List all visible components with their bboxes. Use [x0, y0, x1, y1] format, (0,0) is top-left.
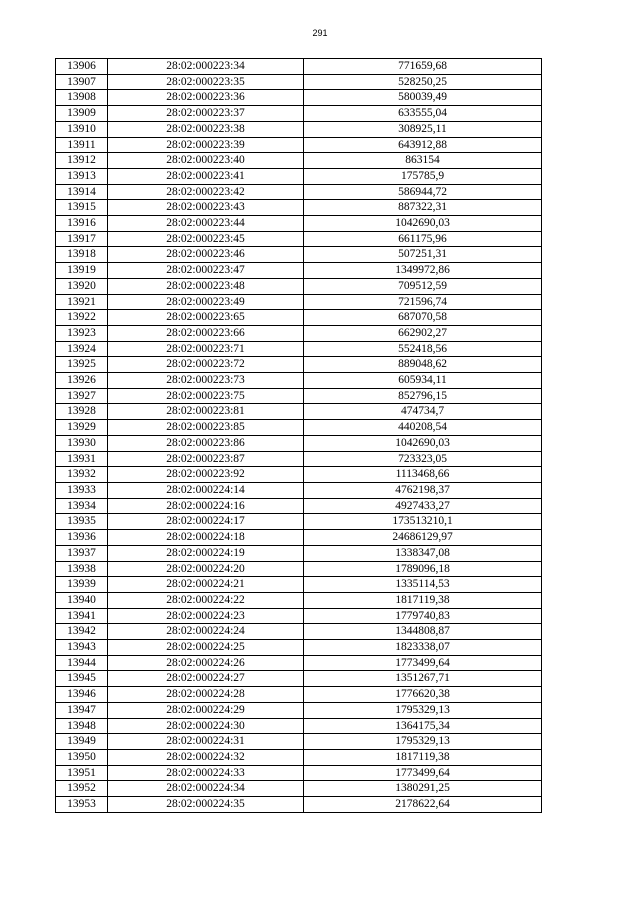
cadastral-number-cell: 28:02:000223:48	[108, 278, 304, 294]
row-number-cell: 13926	[56, 373, 108, 389]
table-row	[56, 734, 542, 750]
row-number-cell: 13907	[56, 74, 108, 90]
value-cell: 552418,56	[304, 341, 542, 357]
value-cell: 1338347,08	[304, 545, 542, 561]
value-cell: 528250,25	[304, 74, 542, 90]
table-row	[56, 341, 542, 357]
cadastral-number-cell: 28:02:000223:92	[108, 467, 304, 483]
row-number-cell: 13911	[56, 137, 108, 153]
row-number-cell: 13953	[56, 797, 108, 813]
table-row	[56, 216, 542, 232]
value-cell: 175785,9	[304, 168, 542, 184]
row-number-cell: 13942	[56, 624, 108, 640]
value-cell: 308925,11	[304, 121, 542, 137]
row-number-cell: 13927	[56, 388, 108, 404]
cadastral-number-cell: 28:02:000223:38	[108, 121, 304, 137]
value-cell: 709512,59	[304, 278, 542, 294]
row-number-cell: 13917	[56, 231, 108, 247]
cadastral-number-cell: 28:02:000223:81	[108, 404, 304, 420]
row-number-cell: 13906	[56, 59, 108, 75]
row-number-cell: 13923	[56, 325, 108, 341]
table-row	[56, 106, 542, 122]
row-number-cell: 13921	[56, 294, 108, 310]
table-row	[56, 765, 542, 781]
row-number-cell: 13935	[56, 514, 108, 530]
value-cell: 24686129,97	[304, 530, 542, 546]
value-cell: 643912,88	[304, 137, 542, 153]
row-number-cell: 13924	[56, 341, 108, 357]
value-cell: 852796,15	[304, 388, 542, 404]
cadastral-number-cell: 28:02:000224:18	[108, 530, 304, 546]
value-cell: 633555,04	[304, 106, 542, 122]
row-number-cell: 13909	[56, 106, 108, 122]
row-number-cell: 13929	[56, 420, 108, 436]
table-row	[56, 608, 542, 624]
table-row	[56, 640, 542, 656]
cadastral-number-cell: 28:02:000224:27	[108, 671, 304, 687]
row-number-cell: 13941	[56, 608, 108, 624]
value-cell: 723323,05	[304, 451, 542, 467]
value-cell: 863154	[304, 153, 542, 169]
row-number-cell: 13908	[56, 90, 108, 106]
row-number-cell: 13910	[56, 121, 108, 137]
row-number-cell: 13933	[56, 482, 108, 498]
value-cell: 1380291,25	[304, 781, 542, 797]
table-row	[56, 247, 542, 263]
table-row	[56, 231, 542, 247]
cadastral-number-cell: 28:02:000224:30	[108, 718, 304, 734]
table-row	[56, 451, 542, 467]
cadastral-number-cell: 28:02:000223:73	[108, 373, 304, 389]
row-number-cell: 13919	[56, 263, 108, 279]
table-row	[56, 325, 542, 341]
table-row	[56, 592, 542, 608]
table-row	[56, 530, 542, 546]
cadastral-number-cell: 28:02:000224:28	[108, 687, 304, 703]
table-row	[56, 687, 542, 703]
table-row	[56, 310, 542, 326]
table-row	[56, 388, 542, 404]
value-cell: 2178622,64	[304, 797, 542, 813]
value-cell: 1113468,66	[304, 467, 542, 483]
row-number-cell: 13936	[56, 530, 108, 546]
value-cell: 887322,31	[304, 200, 542, 216]
value-cell: 662902,27	[304, 325, 542, 341]
value-cell: 1823338,07	[304, 640, 542, 656]
row-number-cell: 13916	[56, 216, 108, 232]
value-cell: 1779740,83	[304, 608, 542, 624]
row-number-cell: 13947	[56, 702, 108, 718]
cadastral-number-cell: 28:02:000224:14	[108, 482, 304, 498]
cadastral-number-cell: 28:02:000224:32	[108, 749, 304, 765]
page-number: 291	[312, 28, 328, 38]
row-number-cell: 13943	[56, 640, 108, 656]
table-row	[56, 749, 542, 765]
cadastral-number-cell: 28:02:000224:20	[108, 561, 304, 577]
value-cell: 1335114,53	[304, 577, 542, 593]
table-row	[56, 655, 542, 671]
table-row	[56, 435, 542, 451]
value-cell: 1349972,86	[304, 263, 542, 279]
cadastral-number-cell: 28:02:000223:46	[108, 247, 304, 263]
row-number-cell: 13920	[56, 278, 108, 294]
cadastral-number-cell: 28:02:000223:66	[108, 325, 304, 341]
row-number-cell: 13915	[56, 200, 108, 216]
value-cell: 1042690,03	[304, 435, 542, 451]
cadastral-number-cell: 28:02:000224:16	[108, 498, 304, 514]
cadastral-number-cell: 28:02:000224:22	[108, 592, 304, 608]
value-cell: 889048,62	[304, 357, 542, 373]
cadastral-number-cell: 28:02:000224:26	[108, 655, 304, 671]
row-number-cell: 13928	[56, 404, 108, 420]
row-number-cell: 13913	[56, 168, 108, 184]
cadastral-number-cell: 28:02:000223:42	[108, 184, 304, 200]
value-cell: 605934,11	[304, 373, 542, 389]
table-row	[56, 797, 542, 813]
table-row	[56, 137, 542, 153]
table-row	[56, 263, 542, 279]
table-row	[56, 561, 542, 577]
cadastral-number-cell: 28:02:000223:47	[108, 263, 304, 279]
value-cell: 1364175,34	[304, 718, 542, 734]
cadastral-number-cell: 28:02:000223:87	[108, 451, 304, 467]
value-cell: 1776620,38	[304, 687, 542, 703]
table-row	[56, 278, 542, 294]
cadastral-number-cell: 28:02:000224:23	[108, 608, 304, 624]
cadastral-number-cell: 28:02:000224:35	[108, 797, 304, 813]
value-cell: 474734,7	[304, 404, 542, 420]
table-row	[56, 482, 542, 498]
row-number-cell: 13950	[56, 749, 108, 765]
table-row	[56, 718, 542, 734]
cadastral-number-cell: 28:02:000223:39	[108, 137, 304, 153]
value-cell: 661175,96	[304, 231, 542, 247]
row-number-cell: 13944	[56, 655, 108, 671]
value-cell: 721596,74	[304, 294, 542, 310]
table-row	[56, 59, 542, 75]
value-cell: 507251,31	[304, 247, 542, 263]
row-number-cell: 13912	[56, 153, 108, 169]
cadastral-number-cell: 28:02:000223:75	[108, 388, 304, 404]
value-cell: 1351267,71	[304, 671, 542, 687]
table-row	[56, 702, 542, 718]
cadastral-number-cell: 28:02:000223:72	[108, 357, 304, 373]
value-cell: 173513210,1	[304, 514, 542, 530]
row-number-cell: 13931	[56, 451, 108, 467]
table-row	[56, 357, 542, 373]
cadastral-number-cell: 28:02:000224:33	[108, 765, 304, 781]
row-number-cell: 13934	[56, 498, 108, 514]
table-row	[56, 624, 542, 640]
value-cell: 1817119,38	[304, 749, 542, 765]
cadastral-number-cell: 28:02:000224:17	[108, 514, 304, 530]
table-row	[56, 121, 542, 137]
value-cell: 1789096,18	[304, 561, 542, 577]
value-cell: 1795329,13	[304, 734, 542, 750]
cadastral-number-cell: 28:02:000223:86	[108, 435, 304, 451]
cadastral-number-cell: 28:02:000224:24	[108, 624, 304, 640]
cadastral-number-cell: 28:02:000223:85	[108, 420, 304, 436]
cadastral-number-cell: 28:02:000223:49	[108, 294, 304, 310]
table-row	[56, 168, 542, 184]
cadastral-number-cell: 28:02:000224:19	[108, 545, 304, 561]
row-number-cell: 13940	[56, 592, 108, 608]
row-number-cell: 13945	[56, 671, 108, 687]
row-number-cell: 13946	[56, 687, 108, 703]
cadastral-number-cell: 28:02:000224:25	[108, 640, 304, 656]
cadastral-number-cell: 28:02:000223:36	[108, 90, 304, 106]
row-number-cell: 13914	[56, 184, 108, 200]
cadastral-number-cell: 28:02:000223:37	[108, 106, 304, 122]
value-cell: 580039,49	[304, 90, 542, 106]
table-body	[56, 59, 542, 813]
cadastral-number-cell: 28:02:000223:45	[108, 231, 304, 247]
cadastral-value-table	[55, 58, 542, 813]
row-number-cell: 13930	[56, 435, 108, 451]
value-cell: 1773499,64	[304, 655, 542, 671]
value-cell: 1773499,64	[304, 765, 542, 781]
row-number-cell: 13918	[56, 247, 108, 263]
table-row	[56, 514, 542, 530]
table-row	[56, 90, 542, 106]
value-cell: 1344808,87	[304, 624, 542, 640]
cadastral-number-cell: 28:02:000224:31	[108, 734, 304, 750]
row-number-cell: 13938	[56, 561, 108, 577]
value-cell: 440208,54	[304, 420, 542, 436]
table-row	[56, 74, 542, 90]
cadastral-number-cell: 28:02:000223:35	[108, 74, 304, 90]
cadastral-number-cell: 28:02:000223:40	[108, 153, 304, 169]
table-row	[56, 467, 542, 483]
value-cell: 1795329,13	[304, 702, 542, 718]
cadastral-number-cell: 28:02:000223:43	[108, 200, 304, 216]
table-row	[56, 498, 542, 514]
table-row	[56, 294, 542, 310]
row-number-cell: 13925	[56, 357, 108, 373]
cadastral-number-cell: 28:02:000223:65	[108, 310, 304, 326]
value-cell: 586944,72	[304, 184, 542, 200]
row-number-cell: 13949	[56, 734, 108, 750]
value-cell: 1042690,03	[304, 216, 542, 232]
row-number-cell: 13951	[56, 765, 108, 781]
cadastral-number-cell: 28:02:000224:29	[108, 702, 304, 718]
table-row	[56, 781, 542, 797]
table-row	[56, 184, 542, 200]
table-row	[56, 373, 542, 389]
value-cell: 4762198,37	[304, 482, 542, 498]
value-cell: 687070,58	[304, 310, 542, 326]
cadastral-number-cell: 28:02:000223:71	[108, 341, 304, 357]
row-number-cell: 13922	[56, 310, 108, 326]
table-row	[56, 577, 542, 593]
row-number-cell: 13939	[56, 577, 108, 593]
cadastral-number-cell: 28:02:000224:21	[108, 577, 304, 593]
table-row	[56, 420, 542, 436]
table-row	[56, 200, 542, 216]
value-cell: 4927433,27	[304, 498, 542, 514]
table-row	[56, 671, 542, 687]
row-number-cell: 13937	[56, 545, 108, 561]
cadastral-number-cell: 28:02:000223:34	[108, 59, 304, 75]
table-row	[56, 404, 542, 420]
row-number-cell: 13932	[56, 467, 108, 483]
value-cell: 1817119,38	[304, 592, 542, 608]
table-row	[56, 545, 542, 561]
row-number-cell: 13952	[56, 781, 108, 797]
value-cell: 771659,68	[304, 59, 542, 75]
table-row	[56, 153, 542, 169]
cadastral-number-cell: 28:02:000224:34	[108, 781, 304, 797]
row-number-cell: 13948	[56, 718, 108, 734]
cadastral-number-cell: 28:02:000223:44	[108, 216, 304, 232]
cadastral-number-cell: 28:02:000223:41	[108, 168, 304, 184]
